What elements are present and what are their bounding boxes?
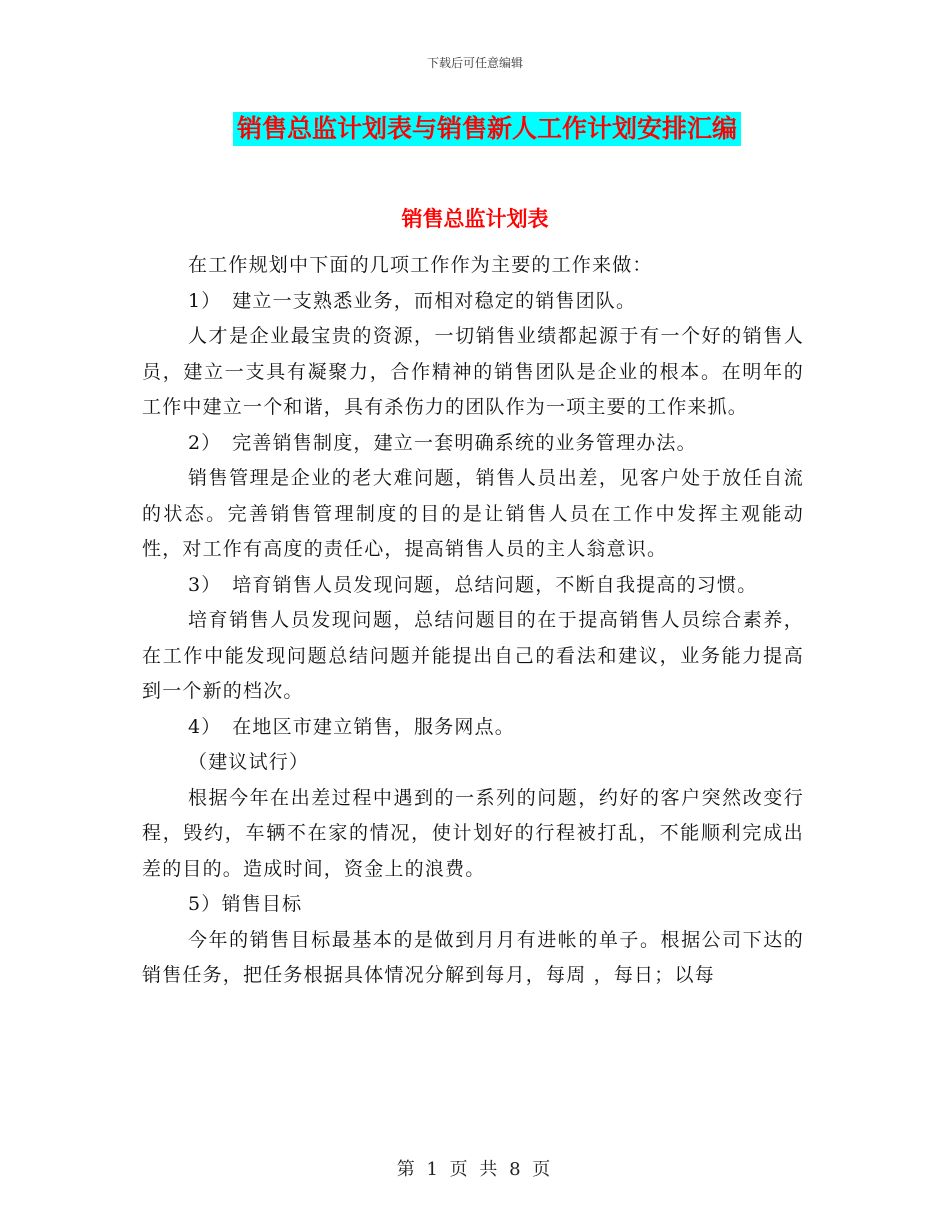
body-paragraph: 今年的销售目标最基本的是做到月月有进帐的单子。根据公司下达的销售任务，把任务根据具体情况分解到每月，每周 ，每日；以每 — [142, 928, 804, 986]
body-paragraph: 培育销售人员发现问题，总结问题目的在于提高销售人员综合素养，在工作中能发现问题总结问题并能提出自己的看法和建议，业务能力提高到一个新的档次。 — [142, 609, 804, 702]
body-paragraph: 根据今年在出差过程中遇到的一系列的问题，约好的客户突然改变行程，毁约，车辆不在家的情况，使计划好的行程被打乱，不能顺利完成出差的目的。造成时间，资金上的浪费。 — [142, 786, 804, 880]
page-footer: 第 1 页 共 8 页 — [396, 1159, 554, 1180]
body-paragraph: 销售管理是企业的老大难问题，销售人员出差，见客户处于放任自流的状态。完善销售管理制度的目的是让销售人员在工作中发挥主观能动性，对工作有高度的责任心，提高销售人员的主人翁意识。 — [142, 467, 804, 560]
list-item-3: 3） 培育销售人员发现问题，总结问题，不断自我提高的习惯。 — [188, 573, 758, 596]
list-item-2: 2） 完善销售制度，建立一套明确系统的业务管理办法。 — [188, 431, 697, 454]
document-body — [142, 248, 804, 994]
body-paragraph: 人才是企业最宝贵的资源，一切销售业绩都起源于有一个好的销售人员，建立一支具有凝聚力，合作精神的销售团队是企业的根本。在明年的工作中建立一个和谐，具有杀伤力的团队作为一项主要的工作来抓。 — [142, 325, 804, 418]
document-title: 销售总监计划表与销售新人工作计划安排汇编 — [233, 112, 741, 146]
section-title: 销售总监计划表 — [401, 207, 549, 231]
body-paragraph-intro: 在工作规划中下面的几项工作作为主要的工作来做： — [188, 254, 653, 276]
list-item-5: 5）销售目标 — [188, 893, 303, 915]
list-item-4: 4） 在地区市建立销售，服务网点。 — [188, 715, 515, 738]
body-paragraph-note: （建议试行） — [188, 751, 310, 773]
list-item-1: 1） 建立一支熟悉业务，而相对稳定的销售团队。 — [188, 289, 637, 312]
header-note: 下载后可任意编辑 — [426, 56, 523, 70]
